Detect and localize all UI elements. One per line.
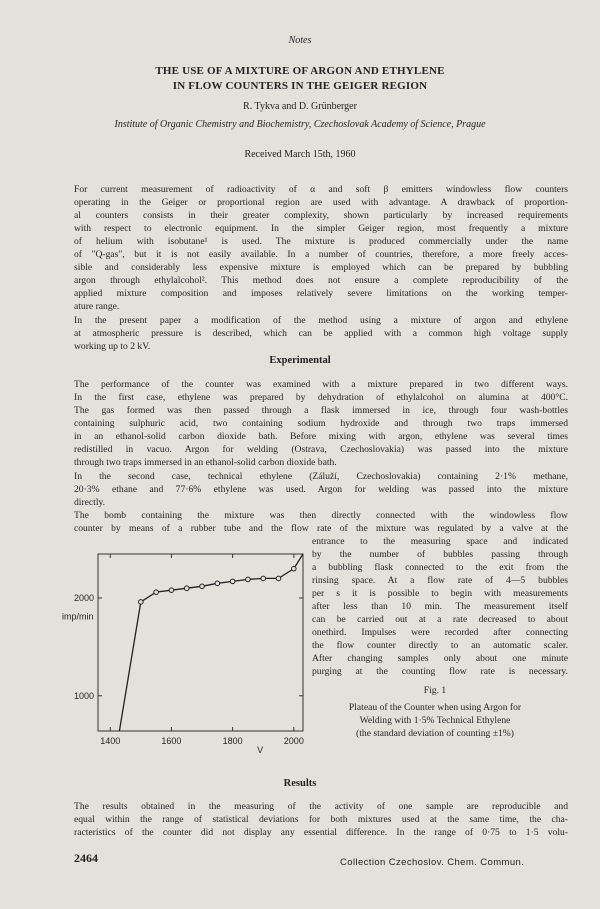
title-line-2: IN FLOW COUNTERS IN THE GEIGER REGION — [172, 80, 428, 92]
data-point — [292, 566, 297, 571]
plot-area-border — [98, 554, 303, 731]
intro2-line: working up to 2 kV. — [74, 341, 151, 352]
caption-line: (the standard deviation of counting ±1%) — [356, 728, 514, 739]
affiliation: Institute of Organic Chemistry and Biochemistry, Czechoslovak Academy of Science, Prague — [114, 119, 486, 130]
experimental-paragraph-2 — [74, 470, 568, 509]
intro-line: applied mixture composition and imposes relatively severe limitations on the working temper- — [74, 288, 568, 299]
figure-caption — [300, 684, 570, 740]
y-tick-label: 2000 — [73, 593, 94, 604]
experimental-paragraph — [74, 378, 568, 469]
data-point — [261, 576, 266, 581]
data-point — [215, 581, 220, 586]
right-col-line: rinsing space. At a flow rate of 4—5 bubbles — [312, 575, 568, 586]
x-axis-label: V — [257, 745, 264, 755]
exp-line: through two traps immersed in an ethanol-solid carbon dioxide bath. — [74, 457, 337, 468]
intro2-line: at atmospheric pressure is described, which can be applied with a common high voltage supply — [74, 328, 568, 339]
journal-name: Collection Czechoslov. Chem. Commun. — [340, 857, 525, 868]
chart-ticks — [98, 554, 303, 731]
intro-paragraph-2 — [74, 314, 568, 353]
section-heading-results: Results — [283, 778, 317, 789]
intro-paragraph — [74, 183, 568, 313]
article-title — [40, 64, 560, 94]
exp-line: containing sulphuric acid, two containing sodium hydroxide and through two traps immersed — [74, 418, 568, 429]
data-point — [246, 577, 251, 582]
right-col-line: per s it is possible to begin with measurements — [312, 588, 568, 599]
right-col-line: purging at the counting flow rate is necessary. — [312, 666, 568, 677]
figure-label: Fig. 1 — [423, 685, 447, 696]
exp-line: The gas formed was then passed through a flask immersed in ice, through four wash-bottles — [74, 405, 568, 416]
right-col-line: entrance to the measuring space and indicated — [312, 536, 568, 547]
authors: R. Tykva and D. Grünberger — [243, 101, 357, 112]
exp2-line: In the second case, technical ethylene (Záluží, Czechoslovakia) containing 2·1% methane, — [74, 471, 568, 482]
x-tick-label: 1600 — [161, 736, 182, 746]
right-col-line: the flow counter directly to an automatic scaler. — [312, 640, 568, 651]
intro-line: For current measurement of radioactivity of α and soft β emitters windowless flow counters — [74, 184, 568, 195]
right-col-line: After changing samples only about one minute — [312, 653, 568, 664]
intro-line: ature range. — [74, 301, 120, 312]
data-point — [276, 576, 281, 581]
y-axis-label: imp/min — [62, 611, 94, 622]
right-col-line: by the number of bubbles passing through — [312, 549, 568, 560]
received-date: Received March 15th, 1960 — [244, 149, 356, 160]
experimental-paragraph-3 — [74, 509, 568, 535]
exp-line: in an ethanol-solid carbon dioxide bath. Before mixing with argon, ethylene was several times — [74, 431, 568, 442]
caption-line: Plateau of the Counter when using Argon for — [348, 702, 522, 713]
x-tick-label: 1800 — [222, 736, 243, 746]
y-tick-label: 1000 — [73, 690, 94, 701]
intro-line: argon through ethylalcohol². This method does not ensure a complete reproducibility of the — [74, 275, 568, 286]
data-point — [139, 600, 144, 605]
intro-line: al counters consists in their greater complexity, shown particularly by increased requirements — [74, 210, 568, 221]
right-column-text — [312, 535, 568, 678]
data-point — [200, 584, 205, 589]
exp-line: In the first case, ethylene was prepared by dehydration of ethylalcohol on alumina at 400°C. — [74, 392, 568, 403]
plateau-chart — [60, 548, 310, 773]
data-point — [230, 579, 235, 584]
chart-series — [119, 554, 303, 731]
results-line: equal within the range of statistical deviations for both mixtures used at the same time, the cha- — [74, 814, 568, 825]
chart-frame — [98, 554, 303, 731]
right-col-line: onethird. Impulses were recorded after connecting — [312, 627, 568, 638]
right-col-line: can be carried out at a rate decreased to about — [312, 614, 568, 625]
title-line-1: THE USE OF A MIXTURE OF ARGON AND ETHYLENE — [155, 65, 445, 77]
exp-line: redistilled in vacuo. Argon for welding (Ostrava, Czechoslovakia) was passed into the mixture — [74, 444, 568, 455]
results-line: The results obtained in the measuring of the activity of one sample are reproducible and — [74, 801, 568, 812]
section-heading-experimental: Experimental — [269, 355, 331, 366]
caption-line: Welding with 1·5% Technical Ethylene — [359, 715, 511, 726]
right-col-line: a bubbling flask connected to the exit from the — [312, 562, 568, 573]
intro2-line: In the present paper a modification of the method using a mixture of argon and ethylene — [74, 315, 568, 326]
exp3-line: The bomb containing the mixture was then directly connected with the windowless flow — [74, 510, 568, 521]
exp2-line: directly. — [74, 497, 106, 508]
x-tick-label: 2000 — [283, 736, 304, 746]
plateau-curve — [119, 554, 303, 731]
intro-line: sible and considerably less expensive mixture is employed which can be prepared by bubbling — [74, 262, 568, 273]
data-point — [154, 590, 159, 595]
right-col-line: after less than 10 min. The measurement itself — [312, 601, 568, 612]
x-tick-label: 1400 — [100, 736, 121, 746]
intro-line: of helium with isobutane¹ is used. The mixture is produced commercially under the name — [74, 236, 568, 247]
running-head: Notes — [288, 35, 312, 46]
exp2-line: 20·3% ethane and 77·6% ethylene was used. Argon for welding was passed into the mixture — [74, 484, 568, 495]
results-paragraph — [74, 800, 568, 839]
page-number: 2464 — [74, 851, 98, 865]
data-point — [169, 588, 174, 593]
intro-line: with respect to electronic equipment. In the simpler Geiger region, most frequently a mixture — [74, 223, 568, 234]
intro-line: of "Q-gas", but it is not easily available. In a number of countries, therefore, a more freely acces- — [74, 249, 568, 260]
exp-line: The performance of the counter was examined with a mixture prepared in two different ways. — [74, 379, 568, 390]
exp3-line: counter by means of a rubber tube and the flow rate of the mixture was regulated by a valve at the — [74, 523, 568, 534]
results-line: racteristics of the counter did not display any essential difference. In the range of 0·75 to 1·5 volu- — [74, 827, 568, 838]
intro-line: operating in the Geiger or proportional region are used with advantage. A drawback of proportion- — [74, 197, 568, 208]
data-point — [184, 586, 189, 591]
